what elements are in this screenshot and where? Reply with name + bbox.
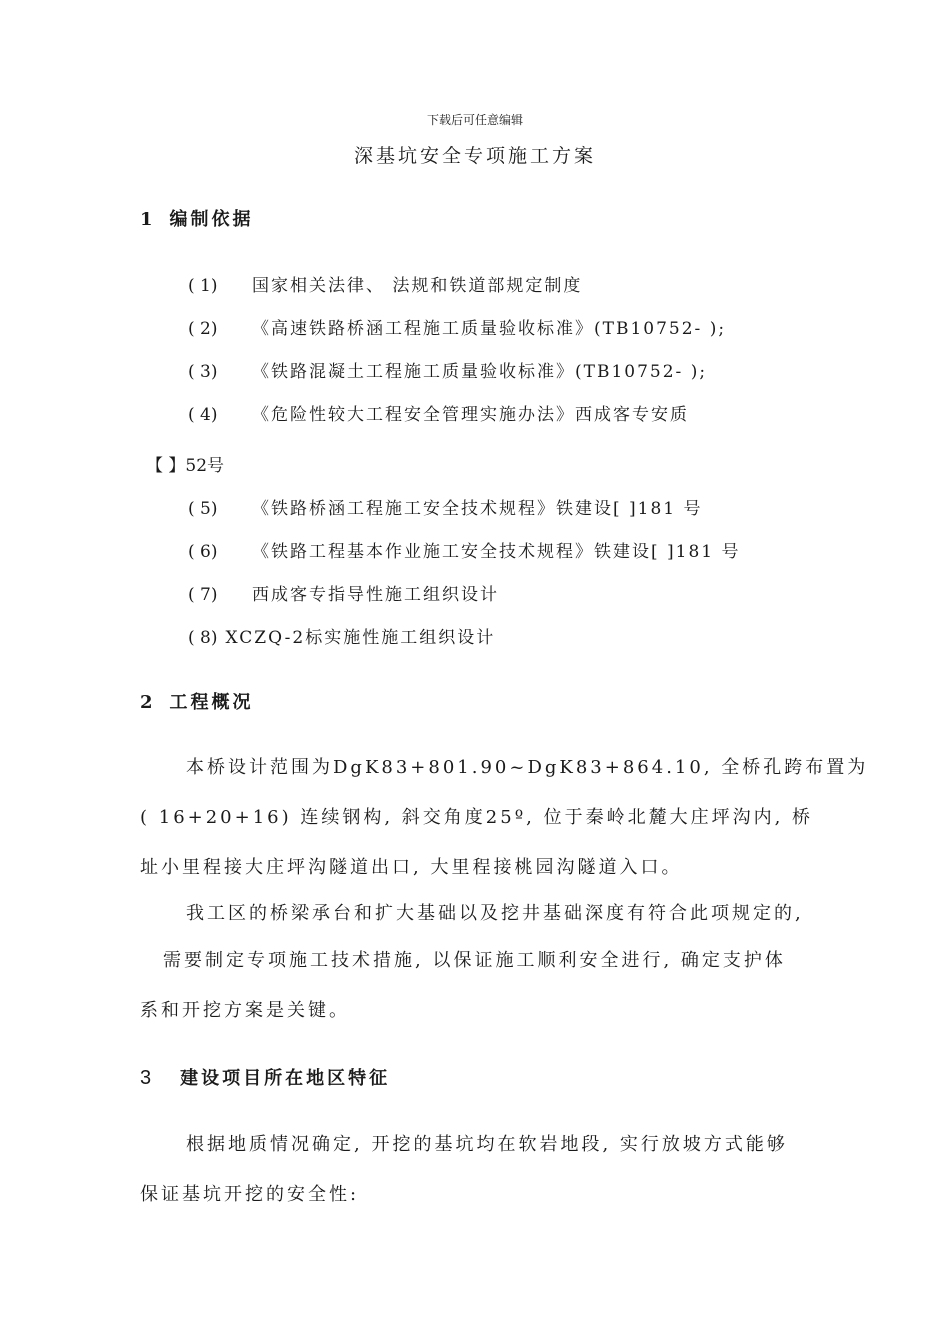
section-number: 2 [140, 692, 156, 713]
reference-continuation: 【 】52号 [146, 456, 225, 476]
reference-item [188, 314, 726, 339]
reference-number: ( 6) [188, 542, 218, 562]
reference-text: 《危险性较大工程安全管理实施办法》西成客专安质 [252, 405, 689, 425]
document-title: 深基坑安全专项施工方案 [353, 145, 596, 167]
reference-number: ( 3) [188, 362, 218, 382]
overview-line: 需要制定专项施工技术措施, 以保证施工顺利安全进行, 确定支护体 [163, 950, 786, 971]
section-heading-1 [140, 205, 254, 231]
reference-number: ( 1) [188, 276, 218, 296]
region-line: 根据地质情况确定, 开挖的基坑均在软岩地段, 实行放坡方式能够 [186, 1134, 788, 1155]
reference-text: 国家相关法律、 法规和铁道部规定制度 [252, 276, 583, 296]
reference-number: ( 4) [188, 405, 218, 425]
reference-item [188, 580, 499, 605]
overview-line: 系和开挖方案是关键。 [140, 1000, 350, 1021]
overview-line: 址小里程接大庄坪沟隧道出口, 大里程接桃园沟隧道入口。 [140, 857, 683, 878]
reference-text: 西成客专指导性施工组织设计 [252, 585, 499, 605]
section-title: 建设项目所在地区特征 [180, 1068, 391, 1089]
header-note: 下载后可任意编辑 [426, 113, 523, 127]
overview-line: 我工区的桥梁承台和扩大基础以及挖井基础深度有符合此项规定的, [186, 903, 804, 924]
reference-number: ( 7) [188, 585, 218, 605]
reference-item [188, 271, 582, 296]
reference-number: ( 8) [188, 628, 218, 648]
reference-item [188, 357, 707, 382]
overview-line: 本桥设计范围为DgK83+801.90~DgK83+864.10, 全桥孔跨布置为 [186, 757, 869, 778]
section-title: 工程概况 [169, 692, 254, 713]
overview-line: ( 16+20+16) 连续钢构, 斜交角度25º, 位于秦岭北麓大庄坪沟内, 桥 [140, 807, 814, 828]
reference-text: XCZQ-2标实施性施工组织设计 [225, 628, 496, 648]
reference-item [188, 400, 689, 425]
section-title: 编制依据 [169, 209, 254, 230]
reference-text: 《高速铁路桥涵工程施工质量验收标准》(TB10752- ); [252, 319, 727, 339]
reference-text: 《铁路工程基本作业施工安全技术规程》铁建设[ ]181 号 [252, 542, 741, 562]
section-number: 3 [140, 1067, 155, 1089]
reference-number: ( 2) [188, 319, 218, 339]
region-line: 保证基坑开挖的安全性: [140, 1184, 360, 1205]
reference-item [188, 623, 495, 648]
section-heading-2 [140, 688, 254, 714]
section-number: 1 [140, 209, 156, 230]
section-heading-3 [140, 1064, 390, 1090]
reference-text: 《铁路混凝土工程施工质量验收标准》(TB10752- ); [252, 362, 708, 382]
reference-number: ( 5) [188, 499, 218, 519]
reference-item [188, 537, 741, 562]
reference-item [188, 494, 703, 519]
reference-text: 《铁路桥涵工程施工安全技术规程》铁建设[ ]181 号 [252, 499, 703, 519]
